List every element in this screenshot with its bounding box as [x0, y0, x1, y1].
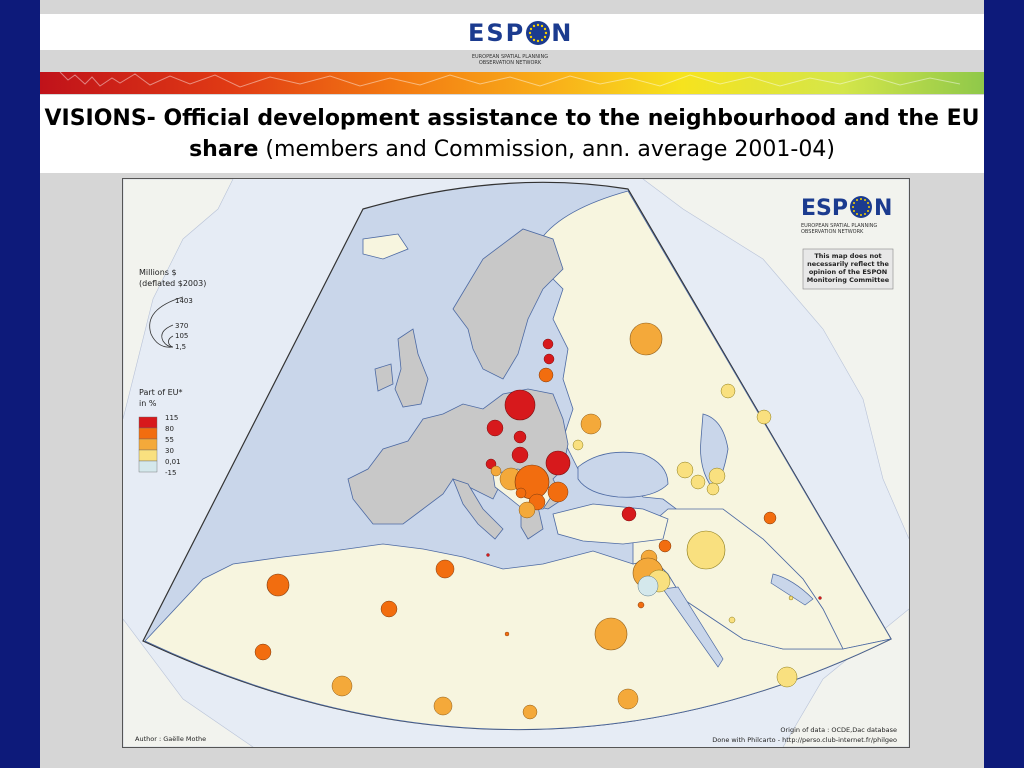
- symbol-armenia: [691, 475, 705, 489]
- symbol-chad: [523, 705, 537, 719]
- map-logo-right: N: [874, 196, 893, 221]
- symbol-iraq: [687, 531, 725, 569]
- size-label: 1,5: [175, 343, 187, 351]
- disclaimer-line: opinion of the ESPON: [808, 268, 888, 276]
- page-title: [40, 103, 984, 165]
- color-legend-box: [139, 439, 157, 450]
- disclaimer-line: necessarily reflect the: [807, 260, 889, 268]
- symbol-czech: [487, 420, 503, 436]
- symbol-romania: [546, 451, 570, 475]
- symbol-uae: [819, 597, 822, 600]
- map: [123, 179, 909, 747]
- author-credit: Author : Gaëlle Mothe: [135, 735, 207, 743]
- title-bold: VISIONS- Official development assistance to the neighbourhood and the EU share: [44, 106, 980, 162]
- top-bar: [40, 0, 984, 14]
- size-label: 105: [175, 332, 189, 340]
- symbol-estonia: [543, 339, 553, 349]
- color-break-label: 115: [165, 414, 179, 422]
- symbol-georgia: [677, 462, 693, 478]
- legend-color-title-1: Part of EU*: [139, 388, 183, 397]
- symbol-sudan: [618, 689, 638, 709]
- legend-size-title-1: Millions $: [139, 268, 177, 277]
- symbol-egypt: [595, 618, 627, 650]
- disclaimer-line: This map does not: [814, 252, 882, 260]
- map-logo-sub-1: EUROPEAN SPATIAL PLANNING: [801, 223, 878, 229]
- decorative-color-strip: [40, 72, 984, 94]
- map-frame: [122, 178, 910, 748]
- symbol-kazakhstan-south: [757, 410, 771, 424]
- logo-text-left: ESP: [468, 19, 526, 47]
- disclaimer-line: Monitoring Committee: [806, 276, 890, 284]
- symbol-turkey: [622, 507, 636, 521]
- symbol-yemen: [777, 667, 797, 687]
- origin-credit-2: Done with Philcarto - http://perso.club-internet.fr/philgeo: [712, 736, 897, 744]
- symbol-montenegro: [516, 488, 526, 498]
- color-break-label: -15: [165, 469, 177, 477]
- symbol-tunisia: [436, 560, 454, 578]
- symbol-kazakhstan-north: [721, 384, 735, 398]
- logo-subtitle-line1: EUROPEAN SPATIAL PLANNING: [471, 54, 549, 60]
- symbol-ukraine: [581, 414, 601, 434]
- symbol-libya: [505, 632, 509, 636]
- symbol-moldova: [573, 440, 583, 450]
- color-legend-box: [139, 417, 157, 428]
- color-break-label: 55: [165, 436, 174, 444]
- map-logo-sub-2: OBSERVATION NETWORK: [801, 229, 864, 235]
- symbol-morocco: [267, 574, 289, 596]
- color-legend-boxes: [139, 417, 157, 472]
- map-logo-left: ESP: [801, 196, 848, 221]
- color-break-label: 30: [165, 447, 174, 455]
- symbol-qatar: [789, 596, 793, 600]
- color-legend-box: [139, 450, 157, 461]
- symbol-hungary: [512, 447, 528, 463]
- symbol-russia: [630, 323, 662, 355]
- symbol-iran: [764, 512, 776, 524]
- espon-logo: [468, 18, 573, 48]
- color-legend-box: [139, 428, 157, 439]
- size-label: 1403: [175, 297, 193, 305]
- origin-credit-1: Origin of data : OCDE,Dac database: [780, 726, 897, 734]
- symbol-bulgaria: [548, 482, 568, 502]
- title-normal: (members and Commission, ann. average 2001-04): [258, 137, 835, 162]
- symbol-azerbaijan: [709, 468, 725, 484]
- legend-color-title-2: in %: [139, 399, 157, 408]
- symbol-palestine: [638, 576, 658, 596]
- logo-subtitle-line2: OBSERVATION NETWORK: [478, 60, 542, 66]
- symbol-saudi: [729, 617, 735, 623]
- color-legend-box: [139, 461, 157, 472]
- symbol-slovakia: [514, 431, 526, 443]
- logo-subtitle: [420, 54, 600, 66]
- symbol-lithuania: [539, 368, 553, 382]
- symbol-mali: [332, 676, 352, 696]
- color-break-label: 80: [165, 425, 174, 433]
- logo-text-right: N: [551, 19, 574, 47]
- symbol-algeria: [381, 601, 397, 617]
- symbol-albania: [519, 502, 535, 518]
- symbol-poland: [505, 390, 535, 420]
- title-box: [40, 95, 984, 173]
- symbol-azerbaijan-south: [707, 483, 719, 495]
- symbol-niger: [434, 697, 452, 715]
- symbol-sinai: [638, 602, 644, 608]
- symbol-croatia: [491, 466, 501, 476]
- symbol-mauritania: [255, 644, 271, 660]
- eu-stars-icon: [526, 21, 550, 45]
- symbol-malta: [487, 554, 490, 557]
- color-break-label: 0,01: [165, 458, 181, 466]
- symbol-cyprus: [659, 540, 671, 552]
- size-label: 370: [175, 322, 189, 330]
- symbol-latvia: [544, 354, 554, 364]
- legend-size-title-2: (deflated $2003): [139, 279, 207, 288]
- slide: [40, 0, 984, 768]
